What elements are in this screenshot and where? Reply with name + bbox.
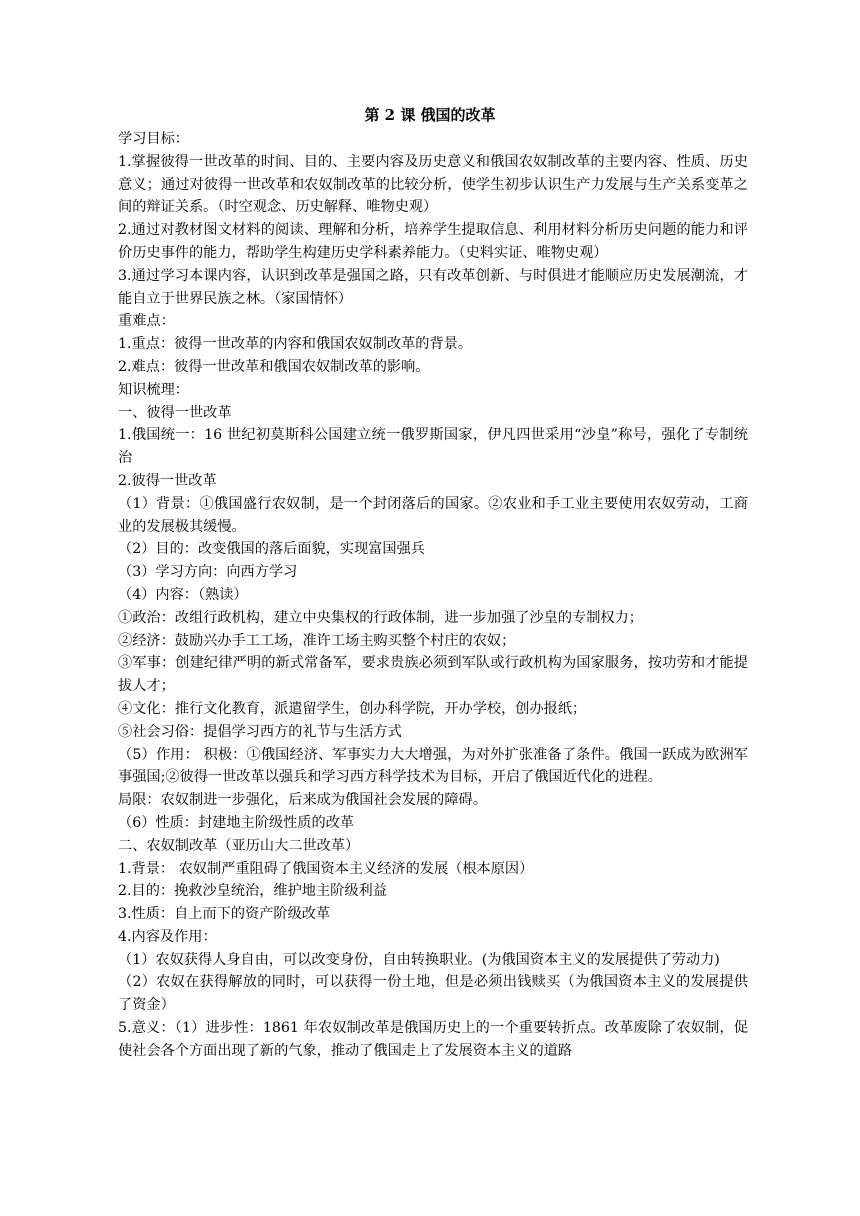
text-line: （3）学习方向：向西方学习 xyxy=(118,564,298,581)
text-line: 局限：农奴制进一步强化，后来成为俄国社会发展的障碍。 xyxy=(118,792,487,809)
text-line: ④文化：推行文化教育，派遣留学生，创办科学院，开办学校，创办报纸； xyxy=(118,700,587,717)
text-line: 2.彼得一世改革 xyxy=(118,472,217,489)
text-line: ①政治：改组行政机构，建立中央集权的行政体制，进一步加强了沙皇的专制权力； xyxy=(118,609,643,626)
text-line: ⑤社会习俗：提倡学习西方的礼节与生活方式 xyxy=(118,723,402,740)
text-line: 知识梳理： xyxy=(118,381,189,398)
text-line: （4）内容：（熟读） xyxy=(118,586,248,603)
text-line: 1.掌握彼得一世改革的时间、目的、主要内容及历史意义和俄国农奴制改革的主要内容、性质、历史意义；通过对彼得一世改革和农奴制改革的比较分析，使学生初步认识生产力发展与生产关系变革之间的辩证关系。（时空观念、历史解释、唯物史观） xyxy=(118,153,748,216)
text-line: 3.性质：自上而下的资产阶级改革 xyxy=(118,906,331,923)
text-line: 1.俄国统一：16 世纪初莫斯科公国建立统一俄罗斯国家，伊凡四世采用“沙皇”称号，强化了专制统治 xyxy=(118,427,748,467)
text-line: ③军事：创建纪律严明的新式常备军，要求贵族必须到军队或行政机构为国家服务，按功劳和才能提拔人才； xyxy=(118,655,748,695)
text-line: 2.目的：挽救沙皇统治，维护地主阶级利益 xyxy=(118,883,387,900)
text-line: （2）农奴在获得解放的同时，可以获得一份土地，但是必须出钱赎买（为俄国资本主义的发展提供了资金） xyxy=(118,974,748,1014)
text-line: 2.通过对教材图文材料的阅读、理解和分析，培养学生提取信息、利用材料分析历史问题的能力和评价历史事件的能力，帮助学生构建历史学科素养能力。（史料实证、唯物史观） xyxy=(118,222,748,261)
text-line: 1.背景： 农奴制严重阻碍了俄国资本主义经济的发展（根本原因） xyxy=(118,860,534,877)
text-line: （5）作用： 积极：①俄国经济、军事实力大大增强，为对外扩张准备了条件。俄国一跃成为欧洲军事强国;②彼得一世改革以强兵和学习西方科学技术为目标，开启了俄国近代化的进程。 xyxy=(118,746,748,786)
text-line: 5.意义：（1）进步性：1861 年农奴制改革是俄国历史上的一个重要转折点。改革废除了农奴制，促使社会各个方面出现了新的气象，推动了俄国走上了发展资本主义的道路 xyxy=(118,1020,748,1059)
text-line: （2）目的：改变俄国的落后面貌，实现富国强兵 xyxy=(118,541,425,558)
text-line: 1.重点：彼得一世改革的内容和俄国农奴制改革的背景。 xyxy=(118,336,473,353)
section-heading: 一、彼得一世改革 xyxy=(118,404,232,421)
section-heading: 二、农奴制改革（亚历山大二世改革） xyxy=(118,837,360,854)
text-line: 3.通过学习本课内容，认识到改革是强国之路，只有改革创新、与时俱进才能顺应历史发展潮流，才能自立于世界民族之林。（家国情怀） xyxy=(118,267,748,307)
text-line: 2.难点：彼得一世改革和俄国农奴制改革的影响。 xyxy=(118,358,430,375)
text-line: 重难点： xyxy=(118,313,175,330)
text-line: ②经济：鼓励兴办手工工场，准许工场主购买整个村庄的农奴； xyxy=(118,632,516,649)
text-line: 学习目标： xyxy=(118,131,189,147)
text-line: （1）农奴获得人身自由，可以改变身份，自由转换职业。(为俄国资本主义的发展提供了劳动力) xyxy=(118,951,720,968)
page-title: 第 2 课 俄国的改革 xyxy=(364,106,496,124)
text-line: （6）性质：封建地主阶级性质的改革 xyxy=(118,814,355,831)
text-line: 4.内容及作用： xyxy=(118,928,217,945)
document-body xyxy=(118,128,748,1063)
text-line: （1）背景：①俄国盛行农奴制，是一个封闭落后的国家。②农业和手工业主要使用农奴劳动，工商业的发展极其缓慢。 xyxy=(118,495,748,535)
